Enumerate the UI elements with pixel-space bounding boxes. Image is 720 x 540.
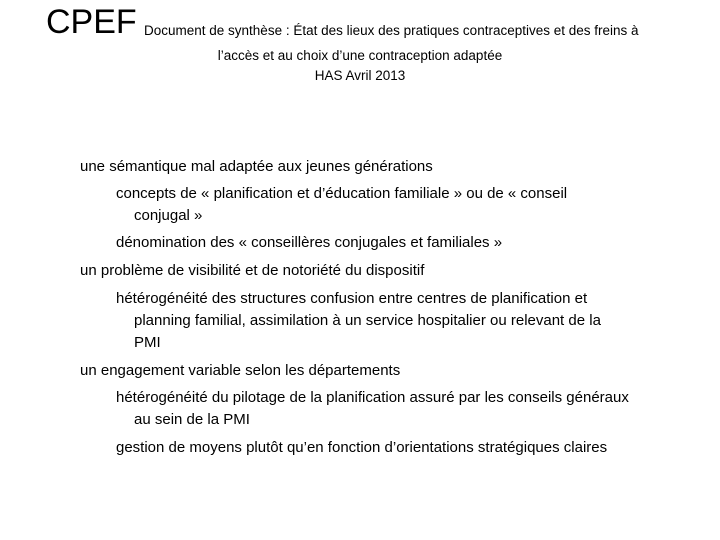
bullet-level1: un engagement variable selon les départements bbox=[80, 362, 401, 379]
document-title-line-1: Document de synthèse : État des lieux des pratiques contraceptives et des freins à bbox=[144, 23, 639, 38]
bullet-level2-continuation: planning familial, assimilation à un service hospitalier ou relevant de la bbox=[134, 312, 601, 329]
brand-title: CPEF bbox=[46, 3, 137, 41]
bullet-level2: gestion de moyens plutôt qu’en fonction d’orientations stratégiques claires bbox=[116, 439, 608, 456]
document-source: HAS Avril 2013 bbox=[314, 68, 406, 83]
bullet-level2: dénomination des « conseillères conjugales et familiales » bbox=[116, 234, 503, 251]
bullet-level2-continuation: conjugal » bbox=[134, 207, 203, 224]
bullet-level2-continuation: PMI bbox=[134, 334, 161, 351]
bullet-level1: une sémantique mal adaptée aux jeunes générations bbox=[80, 158, 433, 175]
document-title-line-2: l’accès et au choix d’une contraception adaptée bbox=[217, 48, 503, 63]
bullet-level2-continuation: au sein de la PMI bbox=[134, 411, 250, 428]
bullet-level2: hétérogénéité du pilotage de la planification assuré par les conseils généraux bbox=[116, 389, 629, 406]
bullet-level2: concepts de « planification et d’éducation familiale » ou de « conseil bbox=[116, 185, 568, 202]
slide-header bbox=[0, 0, 720, 100]
bullet-level2: hétérogénéité des structures confusion entre centres de planification et bbox=[116, 290, 588, 307]
bullet-level1: un problème de visibilité et de notoriété du dispositif bbox=[80, 262, 425, 279]
